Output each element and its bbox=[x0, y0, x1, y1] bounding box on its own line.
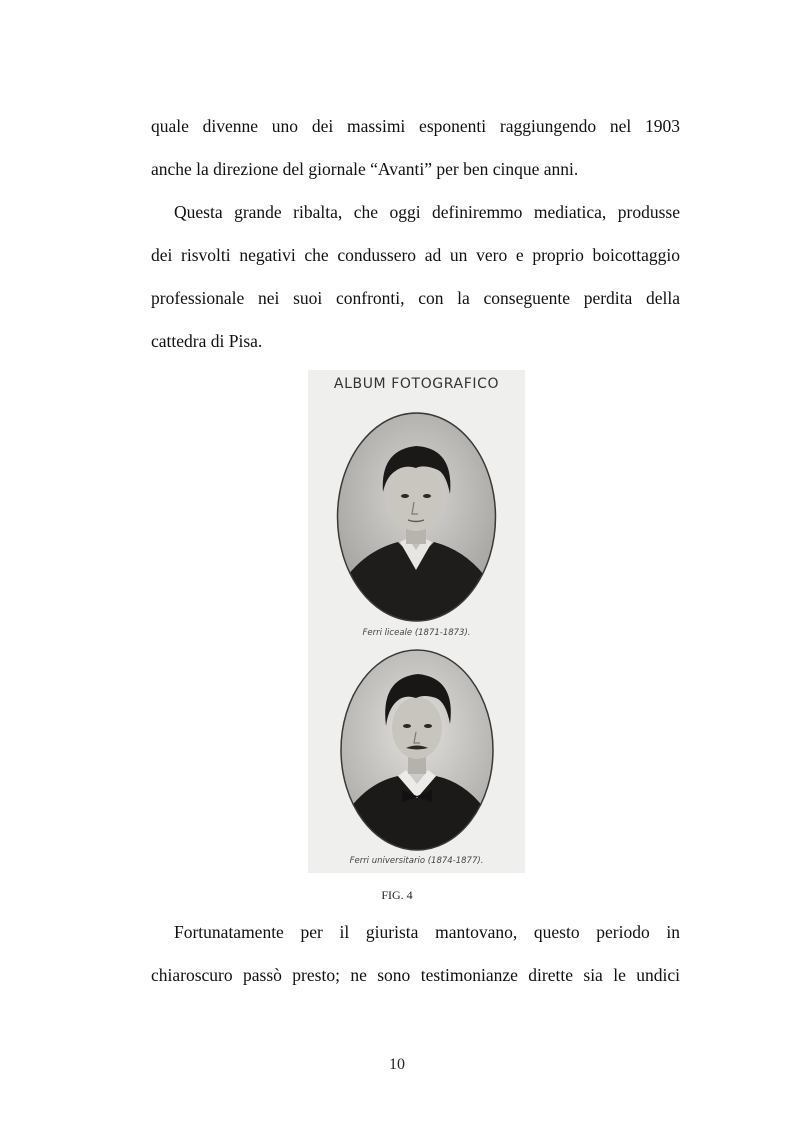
text-line: professionale nei suoi confronti, con la conseguente perdita della bbox=[151, 288, 680, 308]
caption-bottom: Ferri universitario (1874-1877). bbox=[349, 856, 484, 866]
page-number: 10 bbox=[389, 1056, 405, 1073]
text-line bbox=[151, 911, 680, 954]
figure-label: FIG. 4 bbox=[381, 888, 413, 902]
text-line: anche la direzione del giornale “Avanti” per ben cinque anni. bbox=[151, 159, 579, 179]
portrait-liceale-photo bbox=[328, 410, 505, 624]
paragraph-1 bbox=[151, 105, 680, 191]
portrait-universitario-photo bbox=[332, 648, 502, 853]
text-line: chiaroscuro passò presto; ne sono testimonianze dirette sia le undici bbox=[151, 965, 680, 985]
album-title: ALBUM FOTOGRAFICO bbox=[333, 376, 500, 392]
text-line bbox=[151, 191, 680, 234]
text-line: cattedra di Pisa. bbox=[151, 331, 263, 351]
caption-top: Ferri liceale (1871-1873). bbox=[362, 628, 471, 638]
text-line: dei risvolti negativi che condussero ad un vero e proprio boicottaggio bbox=[151, 245, 680, 265]
text-line-content: Questa grande ribalta, che oggi definiremmo mediatica, produsse bbox=[174, 202, 680, 222]
paragraph-2 bbox=[151, 191, 680, 363]
text-line-content: Fortunatamente per il giurista mantovano, questo periodo in bbox=[174, 922, 680, 942]
photo-album-figure bbox=[308, 370, 525, 873]
text-line: quale divenne uno dei massimi esponenti raggiungendo nel 1903 bbox=[151, 116, 680, 136]
paragraph-3 bbox=[151, 911, 680, 997]
